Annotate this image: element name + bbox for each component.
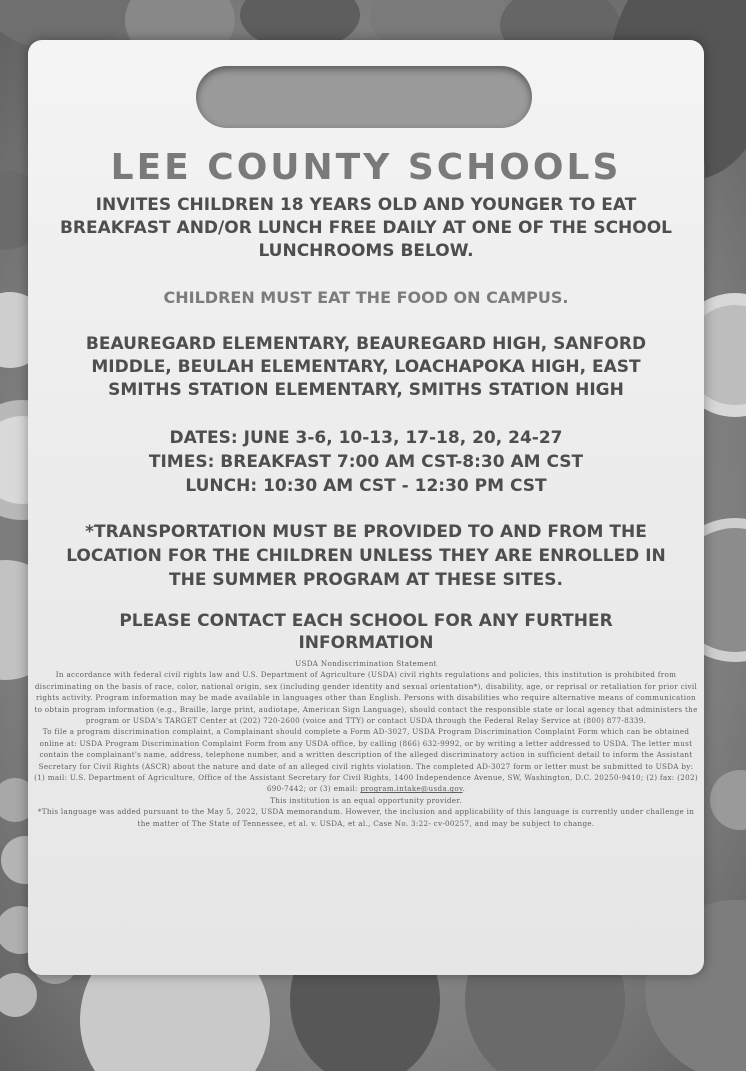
contact-line: INFORMATION <box>298 633 434 653</box>
invite-line: INVITES CHILDREN 18 YEARS OLD AND YOUNGER TO EAT <box>95 195 637 215</box>
contact-line: PLEASE CONTACT EACH SCHOOL FOR ANY FURTHER <box>119 611 613 631</box>
dates-line: DATES: JUNE 3-6, 10-13, 17-18, 20, 24-27 <box>169 428 563 448</box>
invite-line: LUNCHROOMS BELOW. <box>258 241 474 261</box>
contact-notice <box>34 610 698 654</box>
campus-notice: CHILDREN MUST EAT THE FOOD ON CAMPUS. <box>163 288 569 307</box>
flyer-content <box>34 146 698 829</box>
complaint-end: . <box>462 784 466 794</box>
transport-line: THE SUMMER PROGRAM AT THESE SITES. <box>169 570 563 590</box>
equal-opportunity-text: This institution is an equal opportunity provider. <box>270 795 462 805</box>
schedule <box>34 426 698 498</box>
school-list <box>34 333 698 402</box>
usda-nondiscrimination-statement <box>34 658 698 829</box>
invite-text <box>34 194 698 263</box>
complaint-paragraph <box>34 726 698 794</box>
invite-line: BREAKFAST AND/OR LUNCH FREE DAILY AT ONE OF THE SCHOOL <box>59 218 673 238</box>
transport-line: LOCATION FOR THE CHILDREN UNLESS THEY ARE ENROLLED IN <box>66 546 666 566</box>
school-line: MIDDLE, BEULAH ELEMENTARY, LOACHAPOKA HIGH, EAST <box>91 357 641 377</box>
footnote-text: *This language was added pursuant to the May 5, 2022, USDA memorandum. However, the inclusion and applicability of this language is currently under challenge in the matter of The State of Tennessee, et al. v. USDA, et al., Case No. 3:22- cv-00257, and may be subject to change. <box>37 807 695 828</box>
breakfast-times: TIMES: BREAKFAST 7:00 AM CST-8:30 AM CST <box>148 452 584 472</box>
school-line: BEAUREGARD ELEMENTARY, BEAUREGARD HIGH, SANFORD <box>85 334 647 354</box>
statement-paragraph: In accordance with federal civil rights law and U.S. Department of Agriculture (USDA) civil rights regulations and policies, this institution is prohibited from discriminating on the basis of race, color, national origin, sex (including gender identity and sexual orientation*), disability, age, or reprisal or retaliation for prior civil rights activity. Program information may be made available in languages other than English. Persons with disabilities who require alternative means of communication to obtain program information (e.g., Braille, large print, audiotape, American Sign Language), should contact the responsible state or local agency that administers the program or USDA's TARGET Center at (202) 720-2600 (voice and TTY) or contact USDA through the Federal Relay Service at (800) 877-8339. <box>34 670 698 726</box>
school-line: SMITHS STATION ELEMENTARY, SMITHS STATION HIGH <box>108 380 624 400</box>
school-district-title: LEE COUNTY SCHOOLS <box>110 147 622 188</box>
statement-heading: USDA Nondiscrimination Statement <box>295 659 437 668</box>
complaint-text: To file a program discrimination complaint, a Complainant should complete a Form AD-3027, USDA Program Discrimination Complaint Form which can be obtained online at: USDA Program Discrimination Complaint Form from any USDA office, by calling (866) 632-9992, or by writing a letter addressed to USDA. The letter must contain the complainant's name, address, telephone number, and a written description of the alleged discriminatory action in sufficient detail to inform the Assistant Secretary for Civil Rights (ASCR) about the nature and date of an alleged civil rights violation. The completed AD-3027 form or letter must be submitted to USDA by: (1) mail: U.S. Department of Agriculture, Office of the Assistant Secretary for Civil Rights, 1400 Independence Avenue, SW, Washington, D.C. 20250-9410; (2) fax: (202) 690-7442; or (3) email: <box>34 727 698 794</box>
cutting-board-handle <box>196 66 532 128</box>
usda-email-link[interactable]: program.intake@usda.gov <box>360 784 463 794</box>
lunch-times: LUNCH: 10:30 AM CST - 12:30 PM CST <box>185 476 547 496</box>
transport-line: *TRANSPORTATION MUST BE PROVIDED TO AND FROM THE <box>85 522 647 542</box>
transportation-notice <box>34 520 698 592</box>
